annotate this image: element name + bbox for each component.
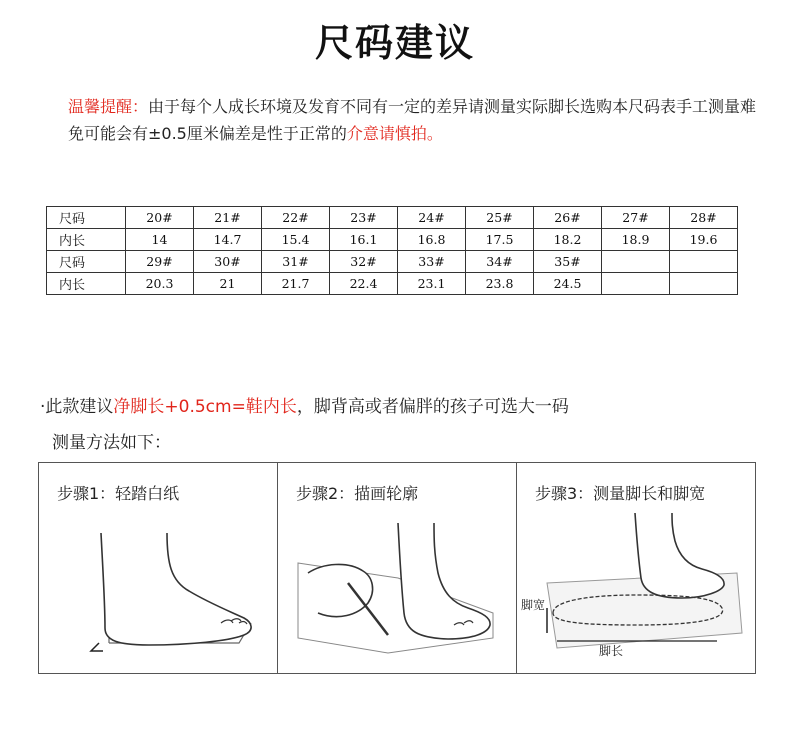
size-table-row: [47, 273, 738, 295]
size-row-header: 内长: [47, 273, 126, 295]
size-cell: 24#: [398, 207, 466, 229]
advice-suffix: ，脚背高或者偏胖的孩子可选大一码: [296, 397, 569, 417]
size-cell: 34#: [466, 251, 534, 273]
size-cell: 29#: [126, 251, 194, 273]
size-cell: 22#: [262, 207, 330, 229]
size-cell: 15.4: [262, 229, 330, 251]
size-cell: 33#: [398, 251, 466, 273]
size-cell: [602, 273, 670, 295]
size-cell: 19.6: [670, 229, 738, 251]
tips-paragraph: [68, 93, 758, 147]
size-cell: [670, 273, 738, 295]
size-cell: 26#: [534, 207, 602, 229]
foot-width-label: 脚宽: [521, 598, 546, 612]
size-cell: 23.1: [398, 273, 466, 295]
step-2-panel: [278, 463, 517, 673]
foot-on-paper-illustration: [39, 463, 277, 673]
step-3-label: 步骤3：测量脚长和脚宽: [535, 484, 706, 503]
size-cell: 28#: [670, 207, 738, 229]
measure-foot-illustration: [517, 463, 755, 673]
size-cell: 17.5: [466, 229, 534, 251]
steps-panel: [38, 462, 756, 674]
size-cell: 32#: [330, 251, 398, 273]
size-cell: 14: [126, 229, 194, 251]
trace-outline-illustration: [278, 463, 516, 673]
step-1-label: 步骤1：轻踏白纸: [57, 484, 180, 503]
size-cell: [670, 251, 738, 273]
step-2-label: 步骤2：描画轮廓: [296, 484, 419, 503]
size-row-header: 尺码: [47, 251, 126, 273]
size-table-row: [47, 251, 738, 273]
size-row-header: 尺码: [47, 207, 126, 229]
size-cell: 20.3: [126, 273, 194, 295]
size-table-row: [47, 229, 738, 251]
tips-body: 由于每个人成长环境及发育不同有一定的差异请测量实际脚长选购本尺码表手工测量难免可能会有±0.5厘米偏差是性于正常的: [68, 97, 757, 143]
step-1-panel: [39, 463, 278, 673]
size-cell: 18.9: [602, 229, 670, 251]
size-table: [46, 206, 738, 295]
size-cell: 21: [194, 273, 262, 295]
advice-line: [40, 392, 569, 417]
size-cell: 14.7: [194, 229, 262, 251]
method-heading: 测量方法如下：: [52, 433, 171, 453]
advice-formula: 净脚长+0.5cm=鞋内长: [113, 397, 297, 417]
advice-prefix: ·此款建议: [40, 397, 114, 417]
size-cell: 20#: [126, 207, 194, 229]
tips-label: 温馨提醒：: [68, 97, 149, 116]
size-cell: 21.7: [262, 273, 330, 295]
size-cell: [602, 251, 670, 273]
size-cell: 24.5: [534, 273, 602, 295]
page-title: 尺码建议: [314, 21, 475, 65]
size-cell: 31#: [262, 251, 330, 273]
size-table-row: [47, 207, 738, 229]
step-3-panel: [517, 463, 755, 673]
size-cell: 16.8: [398, 229, 466, 251]
size-cell: 23.8: [466, 273, 534, 295]
size-cell: 21#: [194, 207, 262, 229]
size-cell: 22.4: [330, 273, 398, 295]
size-cell: 18.2: [534, 229, 602, 251]
size-cell: 35#: [534, 251, 602, 273]
size-cell: 25#: [466, 207, 534, 229]
size-cell: 30#: [194, 251, 262, 273]
size-cell: 23#: [330, 207, 398, 229]
size-cell: 16.1: [330, 229, 398, 251]
size-cell: 27#: [602, 207, 670, 229]
tips-emphasis: 介意请慎拍。: [346, 124, 443, 143]
foot-length-label: 脚长: [599, 644, 624, 658]
size-row-header: 内长: [47, 229, 126, 251]
